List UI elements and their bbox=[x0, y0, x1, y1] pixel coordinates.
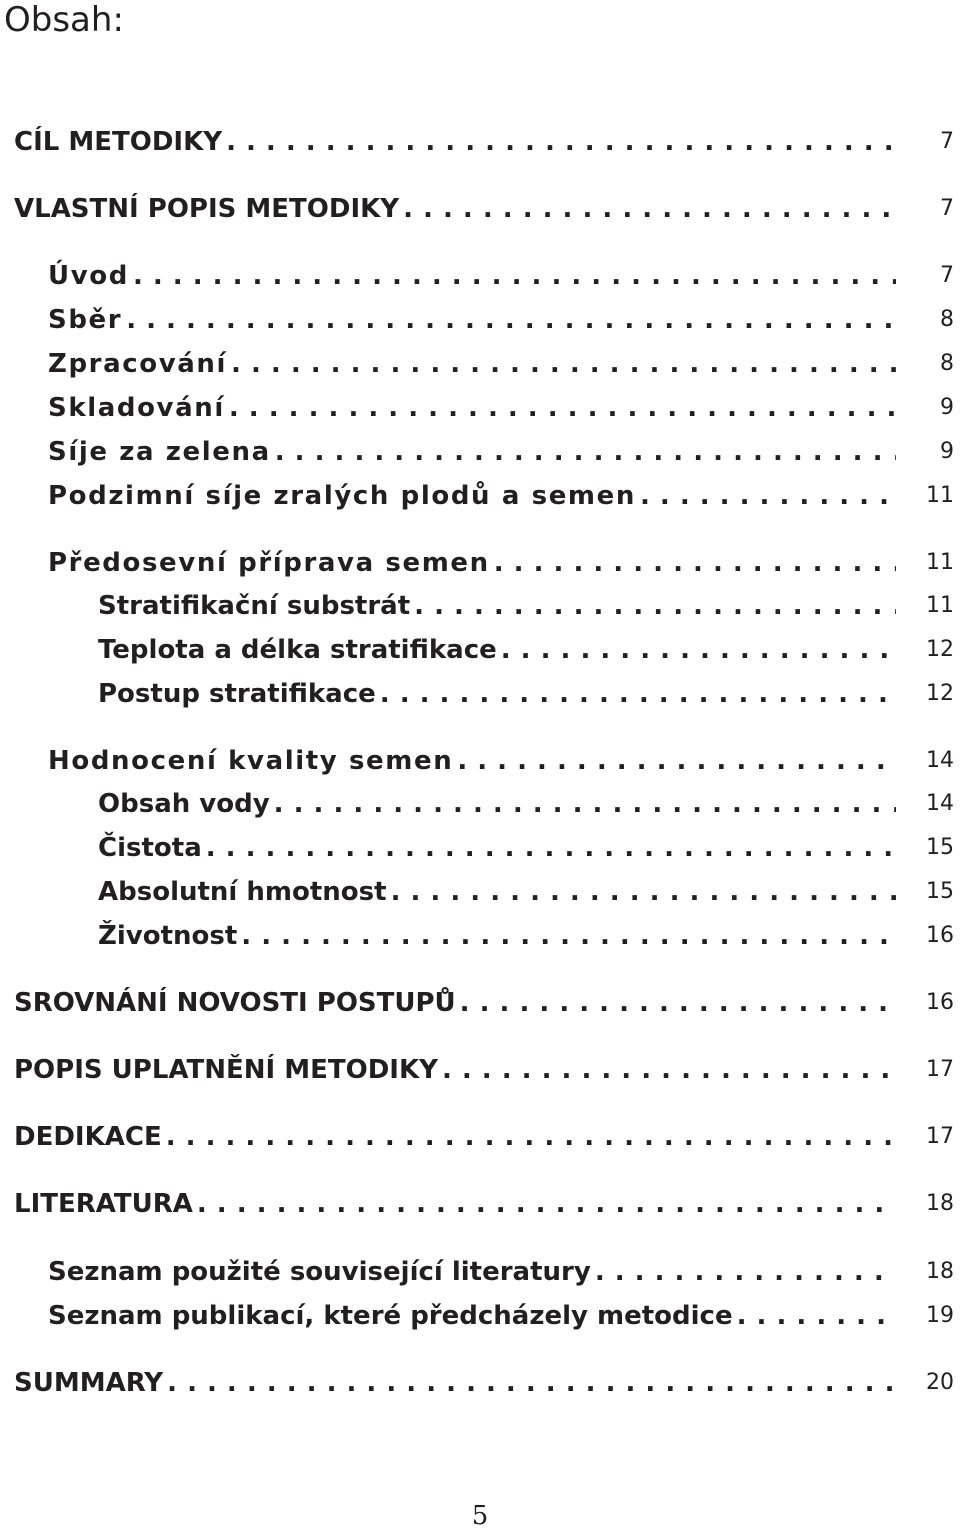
dot-leader bbox=[399, 191, 896, 227]
toc-entry-label: Podzimní síje zralých plodů a semen bbox=[48, 481, 636, 511]
toc-entry-label: CÍL METODIKY bbox=[14, 127, 223, 157]
toc-entry-label: Postup stratifikace bbox=[98, 679, 376, 709]
toc-entry-page: 17 bbox=[926, 1124, 954, 1149]
toc-entry[interactable] bbox=[0, 302, 960, 338]
toc-entry[interactable] bbox=[0, 874, 960, 910]
dot-leader bbox=[490, 545, 896, 581]
dot-leader bbox=[591, 1254, 896, 1290]
toc-entry-page: 18 bbox=[926, 1191, 954, 1216]
dot-leader bbox=[222, 124, 896, 160]
toc-entry-label: Seznam použité související literatury bbox=[48, 1257, 591, 1287]
toc-entry[interactable] bbox=[0, 1186, 960, 1222]
dot-leader bbox=[453, 743, 896, 779]
dot-leader bbox=[410, 588, 896, 624]
toc-entry-page: 9 bbox=[940, 439, 954, 464]
toc-entry[interactable] bbox=[0, 434, 960, 470]
dot-leader bbox=[162, 1119, 896, 1155]
toc-entry-label: POPIS UPLATNĚNÍ METODIKY bbox=[14, 1055, 438, 1085]
toc-entry[interactable] bbox=[0, 1119, 960, 1155]
toc-entry-page: 7 bbox=[940, 263, 954, 288]
dot-leader bbox=[497, 632, 896, 668]
toc-entry-label: Síje za zelena bbox=[48, 437, 271, 467]
toc-entry-label: Skladování bbox=[48, 393, 225, 423]
toc-entry-page: 14 bbox=[926, 791, 954, 816]
dot-leader bbox=[387, 874, 896, 910]
toc-entry-page: 15 bbox=[926, 879, 954, 904]
toc-entry-page: 20 bbox=[926, 1370, 954, 1395]
toc-entry-label: Životnost bbox=[98, 921, 238, 951]
toc-entry-page: 11 bbox=[926, 483, 954, 508]
toc-entry[interactable] bbox=[0, 346, 960, 382]
toc-entry[interactable] bbox=[0, 1052, 960, 1088]
toc-entry-page: 12 bbox=[926, 681, 954, 706]
dot-leader bbox=[237, 918, 896, 954]
toc-entry-page: 11 bbox=[926, 593, 954, 618]
toc-entry-label: Sběr bbox=[48, 305, 123, 335]
toc-entry-page: 14 bbox=[926, 748, 954, 773]
toc-entry-page: 12 bbox=[926, 637, 954, 662]
toc-entry-label: VLASTNÍ POPIS METODIKY bbox=[14, 194, 400, 224]
toc-entry[interactable] bbox=[0, 985, 960, 1021]
toc-entry-page: 11 bbox=[926, 550, 954, 575]
toc-entry-page: 9 bbox=[940, 395, 954, 420]
toc-entry-label: Předosevní příprava semen bbox=[48, 548, 490, 578]
toc-entry-label: Hodnocení kvality semen bbox=[48, 746, 454, 776]
toc-entry-label: Úvod bbox=[48, 261, 129, 291]
toc-entry-label: Absolutní hmotnost bbox=[98, 877, 387, 907]
dot-leader bbox=[122, 302, 896, 338]
toc-entry-label: Zpracování bbox=[48, 349, 228, 379]
toc-entry-page: 15 bbox=[926, 835, 954, 860]
dot-leader bbox=[376, 676, 896, 712]
toc-entry-page: 7 bbox=[940, 129, 954, 154]
toc-entry[interactable] bbox=[0, 918, 960, 954]
toc-entry-page: 16 bbox=[926, 990, 954, 1015]
dot-leader bbox=[202, 830, 896, 866]
dot-leader bbox=[227, 346, 896, 382]
toc-entry-page: 7 bbox=[940, 196, 954, 221]
dot-leader bbox=[270, 786, 896, 822]
toc-entry-label: Teplota a délka stratifikace bbox=[98, 635, 497, 665]
dot-leader bbox=[271, 434, 896, 470]
toc-entry[interactable] bbox=[0, 830, 960, 866]
toc-entry[interactable] bbox=[0, 124, 960, 160]
dot-leader bbox=[163, 1365, 896, 1401]
page-title: Obsah: bbox=[4, 0, 124, 40]
toc-entry-page: 18 bbox=[926, 1259, 954, 1284]
toc-entry-label: Seznam publikací, které předcházely metodice bbox=[48, 1301, 733, 1331]
toc-entry-page: 17 bbox=[926, 1057, 954, 1082]
toc-entry[interactable] bbox=[0, 478, 960, 514]
dot-leader bbox=[733, 1298, 896, 1334]
dot-leader bbox=[636, 478, 896, 514]
toc-entry-label: SROVNÁNÍ NOVOSTI POSTUPŮ bbox=[14, 988, 456, 1018]
toc-entry-label: Obsah vody bbox=[98, 789, 270, 819]
toc-entry-page: 8 bbox=[940, 351, 954, 376]
dot-leader bbox=[456, 985, 896, 1021]
toc-entry[interactable] bbox=[0, 632, 960, 668]
page-number: 5 bbox=[471, 1501, 489, 1531]
toc-entry[interactable] bbox=[0, 1365, 960, 1401]
toc-entry-label: Stratifikační substrát bbox=[98, 591, 411, 621]
toc-entry[interactable] bbox=[0, 1254, 960, 1290]
dot-leader bbox=[438, 1052, 896, 1088]
toc-entry[interactable] bbox=[0, 676, 960, 712]
toc-entry-label: SUMMARY bbox=[14, 1368, 164, 1398]
toc-entry[interactable] bbox=[0, 545, 960, 581]
toc-entry[interactable] bbox=[0, 258, 960, 294]
toc-entry[interactable] bbox=[0, 1298, 960, 1334]
dot-leader bbox=[129, 258, 896, 294]
toc-entry[interactable] bbox=[0, 743, 960, 779]
dot-leader bbox=[193, 1186, 896, 1222]
toc-entry-label: Čistota bbox=[98, 833, 202, 863]
toc-entry-page: 16 bbox=[926, 923, 954, 948]
toc-entry-page: 19 bbox=[926, 1303, 954, 1328]
dot-leader bbox=[225, 390, 896, 426]
toc-entry[interactable] bbox=[0, 191, 960, 227]
toc-entry[interactable] bbox=[0, 390, 960, 426]
toc-entry[interactable] bbox=[0, 588, 960, 624]
toc-entry-label: LITERATURA bbox=[14, 1189, 193, 1219]
toc-entry[interactable] bbox=[0, 786, 960, 822]
toc-entry-label: DEDIKACE bbox=[14, 1122, 162, 1152]
toc-entry-page: 8 bbox=[940, 307, 954, 332]
